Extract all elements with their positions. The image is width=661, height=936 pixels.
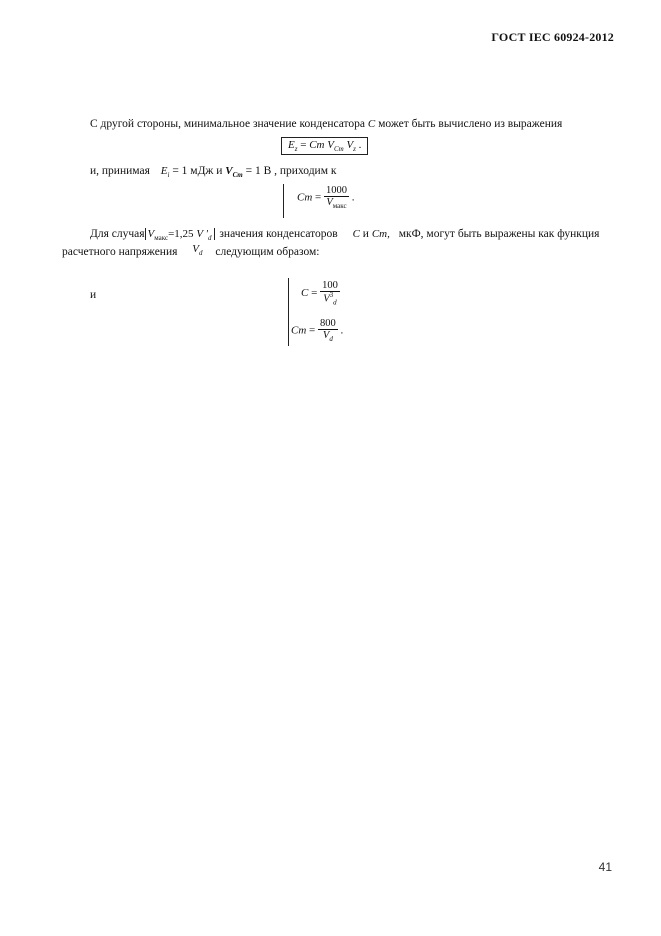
formula-energy-box [281, 137, 368, 155]
paragraph-2-tail: , приходим к [274, 165, 337, 177]
formula-symbol: C [301, 287, 309, 299]
formula-symbol: E [288, 139, 295, 151]
formula-symbol: V [322, 330, 330, 342]
formula-subscript: Cm [333, 145, 344, 154]
formula-symbol: V ′ [196, 228, 208, 240]
formula-symbol: V [346, 139, 354, 151]
formula-subscript: z [294, 145, 298, 154]
paragraph-1 [90, 118, 562, 130]
fraction-denominator [324, 197, 348, 210]
formula-cm-value [291, 318, 343, 343]
paragraph-3-tail: мкФ, могут быть выражены как функция [398, 228, 600, 240]
paragraph-4-lead: расчетного напряжения [62, 246, 178, 258]
document-header: ГОСТ IEC 60924-2012 [491, 30, 614, 44]
formula-bracket-line [283, 184, 284, 218]
paragraph-1-tail: может быть вычислено из выражения [375, 118, 563, 130]
formula-fraction [324, 185, 349, 210]
formula-equals: = [311, 287, 318, 299]
formula-subscript: макс [332, 202, 347, 211]
formula-symbol: Cm [291, 324, 307, 337]
paragraph-2-value: = 1 В [245, 165, 272, 177]
formula-symbol: V [326, 197, 333, 209]
formula-cm-max [297, 185, 355, 210]
formula-symbol: Cm [297, 191, 313, 204]
formula-subscript: i [167, 171, 170, 180]
formula-superscript: 3 [329, 291, 334, 300]
paragraph-3-and: и [362, 228, 369, 240]
formula-subscript: d [329, 335, 333, 344]
formula-symbol-c: C [352, 228, 360, 240]
formula-period: . [340, 324, 344, 337]
paragraph-4-tail: следующим образом: [215, 246, 320, 258]
fraction-denominator [321, 292, 338, 307]
formula-fraction [320, 280, 340, 307]
formula-subscript: z [353, 145, 356, 154]
formula-energy-inline [160, 165, 170, 180]
formula-symbol: V [323, 293, 330, 305]
formula-equals: = [309, 324, 316, 337]
formula-symbol: V [327, 139, 334, 151]
formula-fraction [318, 318, 338, 343]
paragraph-3-lead: Для случая [90, 228, 145, 240]
formula-equals: = [315, 191, 322, 204]
formula-period: . [351, 191, 355, 204]
paragraph-5: и [90, 289, 97, 301]
fraction-numerator: 100 [322, 280, 338, 291]
paragraph-3 [90, 228, 599, 242]
formula-vd-inline [192, 243, 203, 258]
paragraph-2 [90, 165, 336, 179]
formula-subscript: Cm [232, 171, 243, 180]
formula-symbol: V [147, 228, 155, 240]
paragraph-4 [62, 243, 320, 260]
paragraph-1-var: С [367, 118, 376, 130]
formula-vmax-condition [145, 228, 215, 243]
paragraph-3-mid: значения конденсаторов [219, 228, 338, 240]
page-number: 41 [598, 860, 612, 874]
formula-subscript: d [208, 234, 212, 243]
paragraph-1-text: С другой стороны, минимальное значение конденсатора [90, 118, 368, 130]
formula-voltage-inline [225, 165, 243, 180]
formula-c-value [301, 280, 340, 307]
fraction-numerator: 800 [320, 318, 336, 329]
fraction-denominator [321, 330, 335, 343]
formula-symbol: V [225, 165, 233, 177]
formula-symbol: E [160, 165, 168, 177]
paragraph-2-lead: и, принимая [90, 165, 150, 177]
formula-period: . [358, 139, 362, 151]
formula-subscript: d [199, 249, 203, 258]
fraction-numerator: 1000 [326, 185, 347, 196]
formula-symbol: V [192, 243, 200, 255]
formula-equals: = [300, 139, 307, 151]
formula-coefficient: =1,25 [168, 228, 194, 240]
formula-symbol-cm: Cm, [371, 228, 390, 240]
paragraph-2-mid: = 1 мДж и [172, 165, 223, 177]
formula-bracket-line [288, 278, 289, 346]
formula-subscript: d [333, 298, 337, 307]
formula-subscript: макс [154, 234, 169, 243]
formula-symbol: Cm [309, 139, 325, 151]
